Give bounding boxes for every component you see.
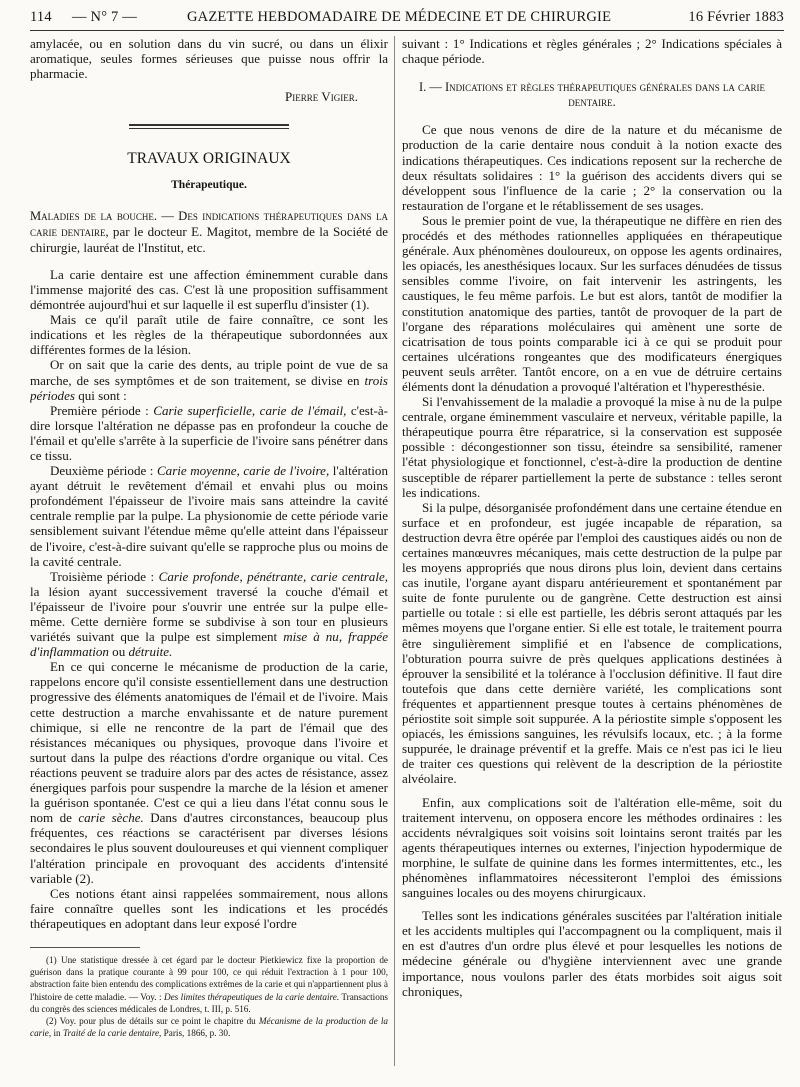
paragraph: Telles sont les indications générales suscitées par l'altération initiale et les accidents multiples qui l'accompagnent ou la compliquent, mais il en est d'autres d'un ordre plus élevé et pour lesquelles les notions de médecine générale ou d'hygiène interviennent avec une grande importance, nous voulons parler des états morbides soit aigus soit chroniques, (402, 908, 782, 999)
section-divider-thin (129, 128, 289, 129)
paragraph: Ce que nous venons de dire de la nature et du mécanisme de production de la carie dentaire nous conduit à la notion exacte des indications thérapeutiques. Ces indications reposent sur la recherche de deux résultats solidaires : 1° la guérison des accidents divers qui se développent sous l'influence de la carie ; 2° la conservation ou la restauration de l'organe et le rétablissement de ses usages. (402, 122, 782, 213)
paragraph: Si l'envahissement de la maladie a provoqué la mise à nu de la pulpe centrale, organe éminemment vasculaire et nerveux, véritable papille, la thérapeutique pourra être réparatrice, si la conservation est supposée possible : décongestionner son tissu, éteindre sa sensibilité, ramener l'état physiologique et fonctionnel, c'est-à-dire la production de dentine susceptible de réparer partiellement la perte de substance : telles seront les indications. (402, 394, 782, 500)
column-divider (394, 36, 395, 1066)
subsection-title: Thérapeutique. (171, 179, 247, 192)
paragraph: Troisième période : Carie profonde, pénétrante, carie centrale, la lésion ayant successivement traversé la couche d'émail et l'épaisseur de l'ivoire pour s'ouvrir une entrée sur la pulpe elle-même. Cette dernière forme se subdivise à son tour en plusieurs variétés suivant que la pulpe est simplement mise à nu, frappée d'inflammation ou détruite. (30, 568, 388, 660)
issue-date: 16 Février 1883 (688, 9, 784, 25)
journal-title: GAZETTE HEBDOMADAIRE DE MÉDECINE ET DE CHIRURGIE (187, 9, 612, 25)
issue-number: — N° 7 — (72, 9, 137, 25)
left-column (30, 36, 388, 1081)
paragraph: Si la pulpe, désorganisée profondément dans une certaine étendue en surface et en profondeur, est jugée incapable de réparation, sa destruction devra être opérée par l'emploi des caustiques aidés ou non de certaines manœuvres mécaniques, mais cette destruction de la pulpe par les moyens appropriés que nous dirons plus loin, devient dans certains cas inutile, l'organe ayant disparu antérieurement et spontanément par suite de fonte purulente ou de gangrène. Cette destruction est ainsi partielle ou totale : si elle est partielle, les débris seront attaqués par les mêmes moyens que l'organe entier. Si elle est totale, le traitement pourra être singulièrement simplifié et en l'absence de complications, l'obturation pourra suivre de près quelques applications destinées à éprouver la sensibilité et la tolérance à l'occlusion définitive. Il faut dire toutefois que dans cette dernière variété, les complications sont fréquentes et appartiennent presque toutes à certains phénomènes de périostite soit simple soit suppurée. A la périostite simple s'opposent les opiacés, les émissions sanguines, les révulsifs locaux, etc. ; à la forme suppurée, le drainage préventif et la greffe. Mais ce n'est pas ici le lieu de traiter ces questions qui relèvent de la description de la périostite alvéolaire. (402, 499, 782, 787)
article-byline: par le docteur E. Magitot, membre de la Société de chirurgie, lauréat de l'Institut, etc. (30, 223, 388, 255)
paragraph: Enfin, aux complications soit de l'altération elle-même, soit du traitement intervenu, on opposera encore les méthodes ordinaires : les accidents névralgiques soit voisins soit lointains seront traités par les agents thérapeutiques internes ou externes, l'injection hypodermique de morphine, le sulfate de quinine dans les formes intermittentes, etc., les phénomènes inflammatoires nécessiteront l'emploi des émissions sanguines locales ou des moyens chirurgicaux. (402, 794, 782, 901)
page-number: 114 (30, 9, 52, 25)
footnote: (1) Une statistique dressée à cet égard par le docteur Pietkiewicz fixe la proportion de guérison dans la pratique courante à 99 pour 100, ce qui réduit l'extraction à 1 pour 100, abstraction faite bien entendu des complications extrêmes de la carie et qui n'appartiennent plus à l'histoire de cette maladie. — Voy. : Des limites thérapeutiques de la carie dentaire. Transactions du congrès des sciences médicales de Londres, t. III, p. 516. (30, 954, 388, 1014)
paragraph: Ces notions étant ainsi rappelées sommairement, nous allons faire connaître quelles sont les indications et les procédés thérapeutiques en adoptant dans leur exposé l'ordre (30, 885, 388, 931)
intro-paragraph: amylacée, ou en solution dans du vin sucré, ou dans un élixir aromatique, seules formes sérieuses que puisse nous offrir la pharmacie. (30, 36, 388, 82)
paragraph: La carie dentaire est une affection éminemment curable dans l'immense majorité des cas. C'est là une proposition suffisamment démontrée aujourd'hui et sur laquelle il est superflu d'insister (1). (30, 266, 388, 313)
paragraph: En ce qui concerne le mécanisme de production de la carie, rappelons encore qu'il consiste essentiellement dans une destruction progressive des éléments anatomiques de l'émail et de l'ivoire. Mais cette destruction a marche envahissante et de nature purement chimique, si elle ne rencontre de la part de l'émail que des résistances mécaniques ou physiques, provoque dans l'ivoire et surtout dans la pulpe des réactions d'ordre organique ou vital. Ces réactions peuvent se traduire alors par des actes de résistance, assez énergiques parfois pour suspendre la marche de la lésion et amener la guérison spontanée. C'est ce qui a lieu dans l'état connu sous le nom de carie sèche. Dans d'autres circonstances, beaucoup plus fréquentes, ces réactions se caractérisent par diverses lésions secondaires le plus souvent douloureuses et qui viennent compliquer l'altération principale en provoquant des accidents d'intensité variable (2). (30, 659, 388, 886)
right-column (402, 36, 782, 1081)
article-title (30, 208, 388, 255)
paragraph: Or on sait que la carie des dents, au triple point de vue de sa marche, de ses symptômes et de son traitement, se divise en trois périodes qui sont : (30, 357, 388, 403)
running-header (30, 4, 784, 31)
footnote: (2) Voy. pour plus de détails sur ce point le chapitre du Mécanisme de la production de la carie, in Traité de la carie dentaire, Paris, 1866, p. 30. (30, 1015, 388, 1039)
paragraph: Deuxième période : Carie moyenne, carie de l'ivoire, l'altération ayant détruit le revêtement d'émail et envahi plus ou moins profondément l'épaisseur de l'ivoire mais sans atteindre la cavité centrale remplie par la pulpe. La physionomie de cette période varie sensiblement suivant l'étendue même qu'elle atteint dans l'épaisseur de l'ivoire, c'est-à-dire suivant qu'elle se rapproche plus ou moins de la cavité centrale. (30, 463, 388, 569)
section-heading: I. — Indications et règles thérapeutiques générales dans la carie dentaire. (418, 80, 766, 110)
article-title-main: Maladies de la bouche. — Des indications thérapeutiques dans la carie dentaire, (30, 208, 388, 239)
paragraph: Première période : Carie superficielle, carie de l'émail, c'est-à-dire lorsque l'altération ne dépasse pas en profondeur la couche de l'émail et qu'elle s'arrête à la superficie de l'ivoire sans pénétrer dans ce tissu. (30, 402, 388, 463)
paragraph: Sous le premier point de vue, la thérapeutique ne diffère en rien des procédés et des méthodes rationnelles appliquées en thérapeutique générale. Aux phénomènes douloureux, on oppose les agents ordinaires, les opiacés, les anesthésiques locaux. Sur les surfaces dénudées de tissus sensibles comme l'ivoire, on fait intervenir les astringents, les caustiques, le feu même parfois. Le but est alors, tantôt de modifier la constitution anatomique des parties, tantôt de provoquer de la part de l'organe des réparations moléculaires qui amènent une sorte de cicatrisation de tous points comparable ici à ce qui se produit pour certaines ulcérations rongeantes que des modificateurs énergiques peuvent seuls arrêter. Tantôt encore, on a en vue de détruire certains éléments dont la dénudation a provoqué l'altération et l'hyperesthésie. (402, 212, 782, 394)
paragraph: Mais ce qu'il paraît utile de faire connaître, ce sont les indications et les règles de la thérapeutique subordonnées aux différentes formes de la lésion. (30, 312, 388, 358)
footnote-rule (30, 947, 140, 948)
section-divider (129, 124, 289, 126)
section-title: TRAVAUX ORIGINAUX (127, 150, 291, 168)
paragraph: suivant : 1° Indications et règles générales ; 2° Indications spéciales à chaque période. (402, 36, 782, 67)
signature: Pierre Vigier. (285, 89, 358, 105)
